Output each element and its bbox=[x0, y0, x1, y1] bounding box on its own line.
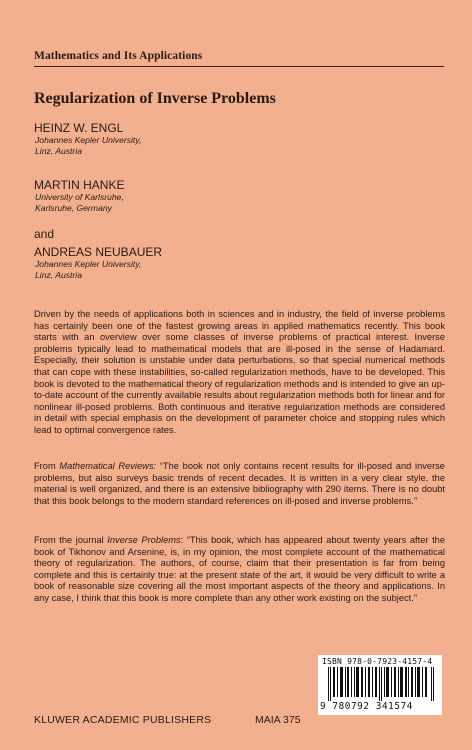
review-source: Inverse Problems bbox=[107, 535, 181, 545]
author-engl bbox=[34, 121, 141, 156]
review-source: Mathematical Reviews: bbox=[59, 461, 157, 471]
review-prefix: From bbox=[34, 461, 60, 471]
author-neubauer bbox=[34, 245, 162, 280]
isbn-barcode-block bbox=[318, 655, 442, 715]
isbn-number: ISBN 978-0-7923-4157-4 bbox=[322, 657, 433, 666]
series-code: MAIA 375 bbox=[255, 714, 301, 726]
review-text: : “This book, which has appeared about twenty years after the book of Tikhonov and Arsenine, is, in my opinion, the most complete account of the mathematical theory of regularization. The authors, of course, claim that their presentation is far from being complete and this is certainly true: at the present state of the art, it would be very difficult to write a book of reasonable size covering all the most important aspects of the theory and applications. In any case, I think that this book is more complete than any other work existing on the subject.” bbox=[34, 535, 445, 603]
barcode-graphic bbox=[328, 667, 436, 701]
description-paragraph: Driven by the needs of applications both in sciences and in industry, the field of inverse problems has certainly been one of the fastest growing areas in applied mathematics recently. This book starts with an overview over some classes of inverse problems of practical interest. Inverse problems typically lead to mathematical models that are ill-posed in the sense of Hadamard. Especially, their solution is unstable under data perturbations, so that special numerical methods that can cope with these instabilities, so-called regularization methods, have to be developed. This book is devoted to the mathematical theory of regularization methods and is intended to give an up-to-date account of the currently available results about regularization methods both for linear and for nonlinear ill-posed problems. Both continuous and iterative regularization methods are considered in detail with special emphasis on the development of parameter choice and stopping rules which lead to optimal convergence rates. bbox=[34, 309, 445, 435]
author-name: MARTIN HANKE bbox=[34, 178, 125, 192]
author-affiliation-city: Linz, Austria bbox=[35, 269, 82, 280]
review-prefix: From the journal bbox=[34, 535, 108, 545]
publisher-name: KLUWER ACADEMIC PUBLISHERS bbox=[34, 714, 212, 726]
review-mathematical-reviews bbox=[34, 461, 445, 507]
author-name: ANDREAS NEUBAUER bbox=[34, 245, 163, 259]
author-affiliation: University of Karlsruhe, bbox=[35, 192, 124, 202]
author-affiliation-city: Karlsruhe, Germany bbox=[35, 202, 112, 213]
author-affiliation: Johannes Kepler University, bbox=[35, 259, 142, 269]
series-rule bbox=[34, 66, 444, 67]
author-name: HEINZ W. ENGL bbox=[34, 121, 124, 135]
author-affiliation: Johannes Kepler University, bbox=[35, 135, 142, 145]
series-name: Mathematics and Its Applications bbox=[34, 50, 203, 62]
review-inverse-problems bbox=[34, 535, 445, 605]
author-affiliation-city: Linz, Austria bbox=[35, 145, 82, 156]
barcode-digits: 9 780792 341574 bbox=[320, 701, 413, 712]
review-text: “The book not only contains recent results for ill-posed and inverse problems, but also surveys basic trends of recent decades. It is written in a very clear style, the material is well organized, and there is an extensive bibliography with 290 items. There is no doubt that this book belongs to the modern standard references on ill-posed and inverse problems.” bbox=[34, 461, 445, 506]
author-hanke bbox=[34, 178, 124, 213]
book-title: Regularization of Inverse Problems bbox=[34, 90, 276, 107]
and-word: and bbox=[34, 227, 55, 241]
